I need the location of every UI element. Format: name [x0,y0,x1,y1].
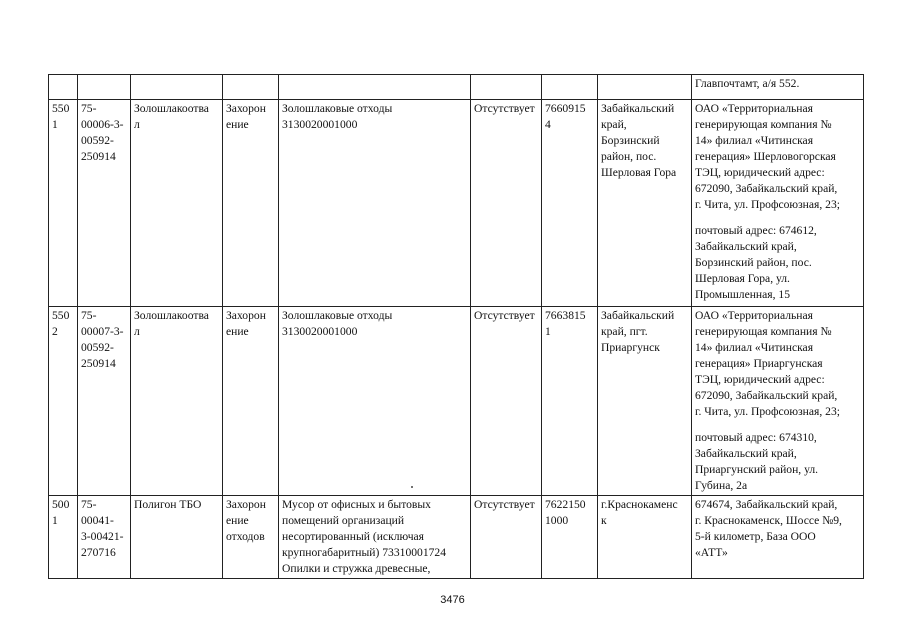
scan-speck [411,486,413,488]
reg-code-line: 00006-3- [81,118,124,131]
cell-object-type [131,100,223,307]
cell-reg-code [78,100,131,307]
address-line: Приаргунский район, ул. [695,463,819,476]
cell-status: Отсутствует [471,307,542,496]
cell-status: Отсутствует [471,496,542,579]
address-line: г. Чита, ул. Профсоюзная, 23; [695,405,840,418]
cell-waste [279,75,471,100]
cell-reg-code [78,75,131,100]
waste-line: Золошлаковые отходы [282,309,393,322]
address-line: Промышленная, 15 [695,288,791,301]
address-line: Забайкальский край, [695,240,797,253]
address-line: 14» филиал «Читинская [695,134,814,147]
reg-code-line: 75- [81,102,97,115]
address-line: г. Краснокаменск, Шоссе №9, [695,514,842,527]
table-row [49,307,864,496]
reg-code-line: 00592- [81,134,114,147]
address-line: Губина, 2а [695,479,748,492]
waste-line: 3130020001000 [282,118,358,131]
oktmo-line: 1 [545,325,551,338]
location-line: Шерловая Гора [601,166,677,179]
location-line: Забайкальский [601,102,675,115]
location-line: край, пгт. [601,325,648,338]
address-line: 672090, Забайкальский край, [695,182,838,195]
waste-line: крупногабаритный) 73310001724 [282,546,447,559]
waste-line: помещений организаций [282,514,405,527]
reg-code-line: 250914 [81,150,116,163]
cell-location [598,307,692,496]
purpose-line: ение [226,118,249,131]
cell-num: 5502 [49,307,78,496]
reg-code-line: 00592- [81,341,114,354]
address-line: ТЭЦ, юридический адрес: [695,166,825,179]
cell-location [598,75,692,100]
location-line: Забайкальский [601,309,675,322]
table-row [49,496,864,579]
oktmo-line: 7663815 [545,309,586,322]
purpose-line: ение [226,514,249,527]
address-line: почтовый адрес: 674310, [695,431,817,444]
oktmo-line: 7622150 [545,498,586,511]
cell-reg-code [78,307,131,496]
location-line: г.Краснокаменс [601,498,678,511]
reg-code-line: 75- [81,309,97,322]
address-line: Борзинский район, пос. [695,256,812,269]
object-type-line: л [134,325,140,338]
cell-oktmo [542,307,598,496]
address-line: генерация» Шерловогорская [695,150,836,163]
location-line: Борзинский [601,134,660,147]
waste-objects-table [48,74,864,579]
waste-line: Мусор от офисных и бытовых [282,498,431,511]
address-line: генерирующая компания № [695,118,832,131]
purpose-line: Захорон [226,309,266,322]
cell-address [692,100,864,307]
reg-code-line: 250914 [81,357,116,370]
cell-address [692,75,864,100]
cell-status: Отсутствует [471,100,542,307]
address-line: 674674, Забайкальский край, [695,498,838,511]
cell-waste [279,100,471,307]
waste-line: Опилки и стружка древесные, [282,562,431,575]
address-line: 672090, Забайкальский край, [695,389,838,402]
cell-num [49,75,78,100]
cell-address [692,496,864,579]
cell-status [471,75,542,100]
purpose-line: ение [226,325,249,338]
cell-address [692,307,864,496]
address-line: Забайкальский край, [695,447,797,460]
purpose-line: отходов [226,530,265,543]
address-line: ОАО «Территориальная [695,309,813,322]
paragraph-gap [695,420,860,430]
oktmo-line: 1000 [545,514,569,527]
location-line: район, пос. [601,150,657,163]
page-number: 3476 [440,594,465,606]
reg-code-line: 75- [81,498,97,511]
cell-location [598,100,692,307]
cell-num: 5001 [49,496,78,579]
address-line: 5-й километр, База ООО [695,530,816,543]
cell-waste [279,496,471,579]
location-line: к [601,514,607,527]
location-line: край, [601,118,627,131]
reg-code-line: 3-00421- [81,530,124,543]
oktmo-line: 4 [545,118,551,131]
address-line: почтовый адрес: 674612, [695,224,817,237]
table-row [49,75,864,100]
object-type-line: л [134,118,140,131]
cell-object-type [131,496,223,579]
purpose-line: Захорон [226,498,266,511]
object-type-line: Полигон ТБО [134,498,202,511]
cell-object-type [131,307,223,496]
cell-reg-code [78,496,131,579]
table-row [49,100,864,307]
cell-location [598,496,692,579]
cell-purpose [223,307,279,496]
oktmo-line: 7660915 [545,102,586,115]
address-line: генерирующая компания № [695,325,832,338]
cell-waste [279,307,471,496]
reg-code-line: 00041- [81,514,114,527]
waste-line: несортированный (исключая [282,530,425,543]
object-type-line: Золошлакоотва [134,102,209,115]
address-line: Главпочтамт, а/я 552. [695,77,800,90]
address-line: генерация» Приаргунская [695,357,823,370]
cell-oktmo [542,100,598,307]
cell-oktmo [542,496,598,579]
reg-code-line: 00007-3- [81,325,124,338]
object-type-line: Золошлакоотва [134,309,209,322]
reg-code-line: 270716 [81,546,116,559]
location-line: Приаргунск [601,341,660,354]
cell-oktmo [542,75,598,100]
address-line: ОАО «Территориальная [695,102,813,115]
cell-purpose [223,100,279,307]
address-line: ТЭЦ, юридический адрес: [695,373,825,386]
address-line: 14» филиал «Читинская [695,341,814,354]
cell-object-type [131,75,223,100]
paragraph-gap [695,213,860,223]
cell-num: 5501 [49,100,78,307]
address-line: Шерловая Гора, ул. [695,272,790,285]
address-line: «АТТ» [695,546,728,559]
cell-purpose [223,496,279,579]
cell-purpose [223,75,279,100]
purpose-line: Захорон [226,102,266,115]
waste-line: 3130020001000 [282,325,358,338]
address-line: г. Чита, ул. Профсоюзная, 23; [695,198,840,211]
waste-line: Золошлаковые отходы [282,102,393,115]
